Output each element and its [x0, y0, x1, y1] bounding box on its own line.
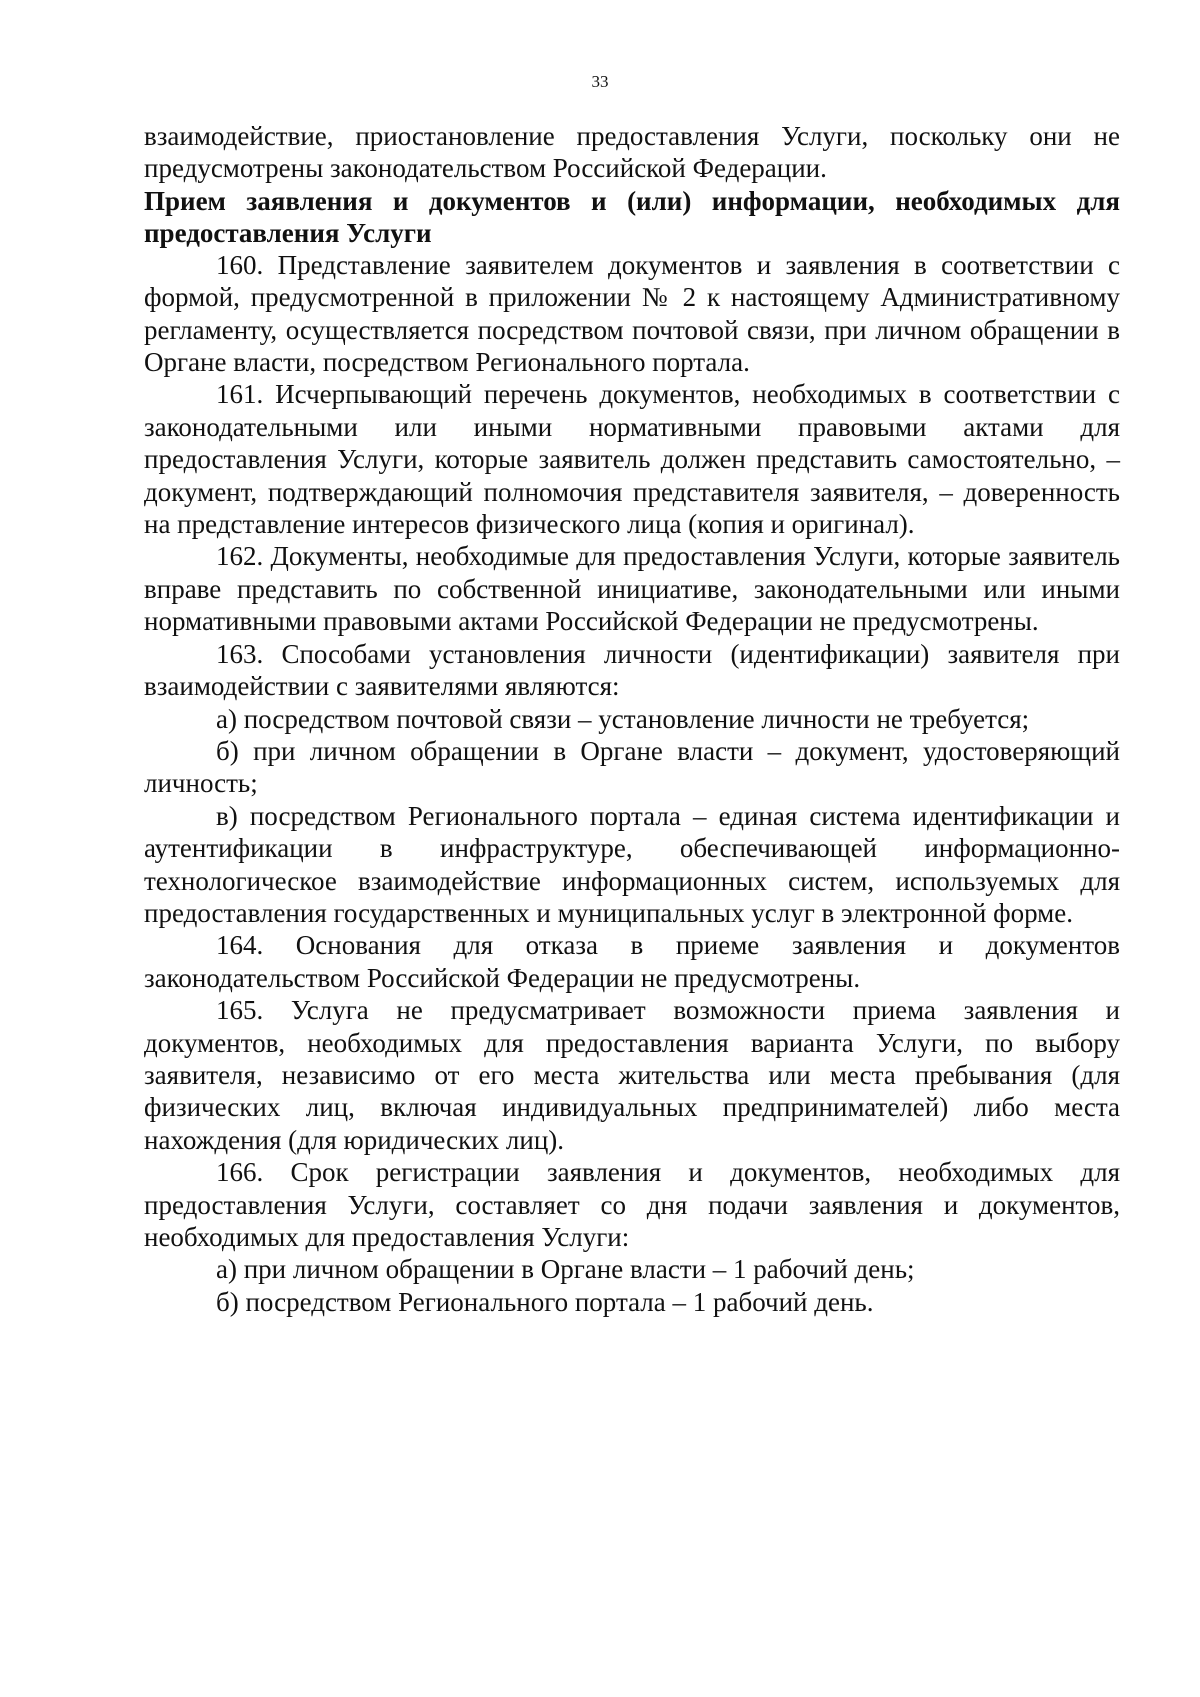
section-heading: Прием заявления и документов и (или) информации, необходимых для предоставления Услуги [144, 185, 1120, 248]
paragraph-163-item-b: б) при личном обращении в Органе власти – документ, удостоверяющий личность; [144, 735, 1120, 799]
paragraph-160: 160. Представление заявителем документов и заявления в соответствии с формой, предусмотренной в приложении № 2 к настоящему Административному регламенту, осуществляется посредством почтовой связи, при личном обращении в Органе власти, посредством Регионального портала. [144, 249, 1120, 378]
paragraph-165: 165. Услуга не предусматривает возможности приема заявления и документов, необходимых для предоставления варианта Услуги, по выбору заявителя, независимо от его места жительства или места пребывания (для физических лиц, включая индивидуальных предпринимателей) либо места нахождения (для юридических лиц). [144, 995, 1120, 1155]
paragraph-166: 166. Срок регистрации заявления и документов, необходимых для предоставления Услуги, составляет со дня подачи заявления и документов, необходимых для предоставления Услуги: [144, 1157, 1120, 1252]
paragraph-163-item-a: а) посредством почтовой связи – установление личности не требуется; [216, 703, 1030, 734]
paragraph-161: 161. Исчерпывающий перечень документов, необходимых в соответствии с законодательными или иными нормативными правовыми актами для предоставления Услуги, которые заявитель должен представить самостоятельно, – документ, подтверждающий полномочия представителя заявителя, – доверенность на представление интересов физического лица (копия и оригинал). [144, 379, 1120, 540]
page-number: 33 [591, 72, 609, 91]
paragraph-162: 162. Документы, необходимые для предоставления Услуги, которые заявитель вправе представить по собственной инициативе, законодательными или иными нормативными правовыми актами Российской Федерации не предусмотрены. [144, 541, 1120, 637]
intro-paragraph: взаимодействие, приостановление предоставления Услуги, поскольку они не предусмотрены законодательством Российской Федерации. [144, 121, 1120, 184]
paragraph-166-item-a: а) при личном обращении в Органе власти – 1 рабочий день; [216, 1254, 915, 1285]
paragraph-166-item-b: б) посредством Регионального портала – 1 рабочий день. [216, 1286, 874, 1317]
paragraph-163-item-v: в) посредством Регионального портала – единая система идентификации и аутентификации в инфраструктуре, обеспечивающей информационно-технологическое взаимодействие информационных систем, используемых для предоставления государственных и муниципальных услуг в электронной форме. [144, 800, 1120, 928]
paragraph-163: 163. Способами установления личности (идентификации) заявителя при взаимодействии с заявителями являются: [144, 638, 1120, 702]
paragraph-164: 164. Основания для отказа в приеме заявления и документов законодательством Российской Федерации не предусмотрены. [144, 930, 1120, 993]
page-body [144, 120, 1120, 1318]
